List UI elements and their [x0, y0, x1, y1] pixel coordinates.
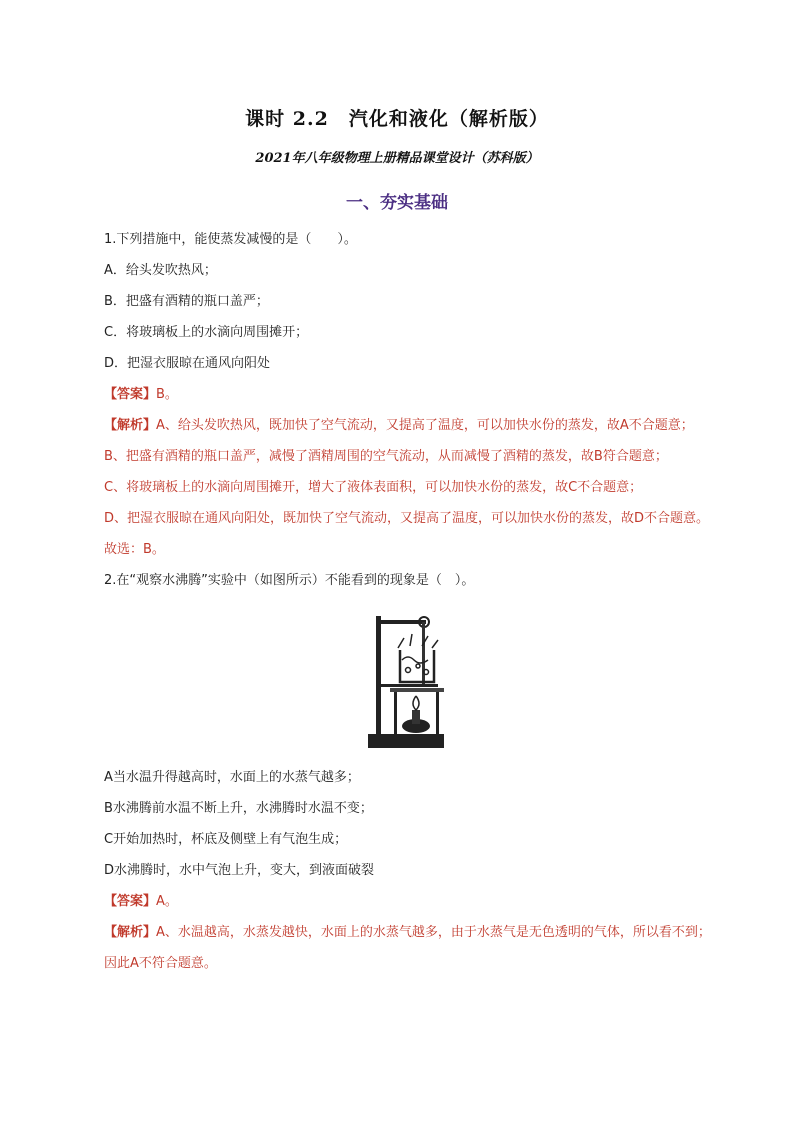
q2-option-c: C开始加热时，杯底及侧壁上有气泡生成； — [104, 832, 348, 847]
q1-option-c: C．将玻璃板上的水滴向周围摊开； — [104, 325, 309, 340]
q2-explanation-label: 【解析】 — [104, 925, 157, 940]
page-title: 课时 2.2 汽化和液化（解析版） — [245, 108, 549, 130]
q1-option-d: D．把湿衣服晾在通风向阳处 — [104, 356, 271, 371]
q2-explanation — [104, 917, 716, 979]
q2-option-b: B水沸腾前水温不断上升，水沸腾时水温不变； — [104, 801, 373, 816]
q2-answer-label: 【答案】 — [104, 894, 157, 909]
boiling-apparatus-figure — [104, 598, 716, 758]
q1-option-b: B．把盛有酒精的瓶口盖严； — [104, 294, 269, 309]
q2-option-d: D水沸腾时，水中气泡上升，变大，到液面破裂 — [104, 863, 375, 878]
q1-explanation-label: 【解析】 — [104, 418, 157, 433]
content — [104, 224, 716, 979]
q1-explanation-b: B、把盛有酒精的瓶口盖严，减慢了酒精周围的空气流动，从而减慢了酒精的蒸发，故B符合题意； — [104, 449, 668, 464]
boiling-apparatus-icon — [362, 602, 458, 754]
q1-answer-value: B。 — [156, 387, 178, 402]
q2-answer — [104, 886, 716, 917]
q1-explanation-d: D、把湿衣服晾在通风向阳处，既加快了空气流动，又提高了温度，可以加快水份的蒸发，故D不合题意。故选：B。 — [104, 511, 710, 557]
q2-answer-value: A。 — [156, 894, 178, 909]
q2-explanation-text: A、水温越高，水蒸发越快，水面上的水蒸气越多，由于水蒸气是无色透明的气体，所以看不到；因此A不符合题意。 — [104, 925, 711, 971]
q1-option-a: A．给头发吹热风； — [104, 263, 217, 278]
q2-stem: 2.在“观察水沸腾”实验中（如图所示）不能看到的现象是（ ）。 — [104, 573, 475, 588]
q1-stem: 1.下列措施中，能使蒸发减慢的是（ ）。 — [104, 232, 357, 247]
page-subtitle: 2021年八年级物理上册精品课堂设计（苏科版） — [255, 151, 539, 166]
q1-explanation-c: C、将玻璃板上的水滴向周围摊开，增大了液体表面积，可以加快水份的蒸发，故C不合题意； — [104, 480, 643, 495]
q1-explanation-a-text: A、给头发吹热风，既加快了空气流动，又提高了温度，可以加快水份的蒸发，故A不合题意； — [156, 418, 694, 433]
section-heading: 一、夯实基础 — [346, 193, 448, 213]
q1-answer-label: 【答案】 — [104, 387, 157, 402]
q1-answer — [104, 379, 716, 410]
q2-option-a: A当水温升得越高时，水面上的水蒸气越多； — [104, 770, 360, 785]
q1-explanation-a — [104, 410, 716, 441]
